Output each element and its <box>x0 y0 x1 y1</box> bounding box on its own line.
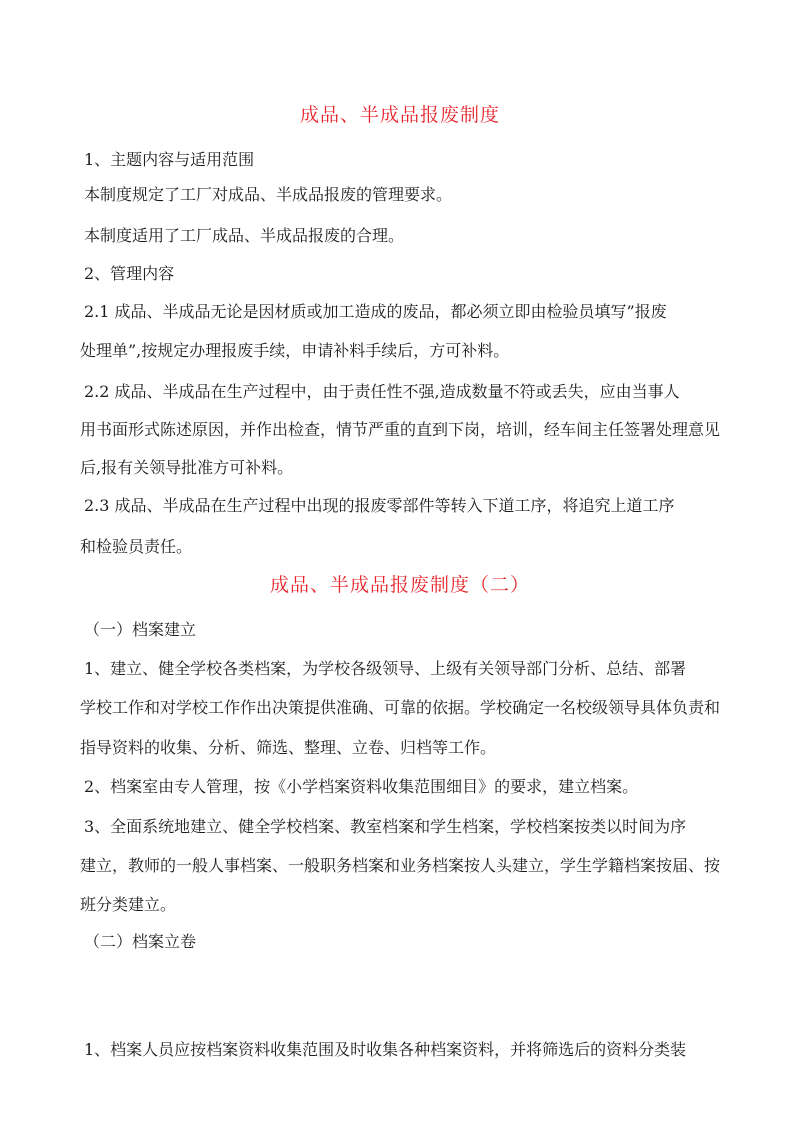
paragraph-line: 建立，教师的一般人事档案、一般职务档案和业务档案按人头建立，学生学籍档案按届、按 <box>80 856 721 875</box>
paragraph-line: 3、全面系统地建立、健全学校档案、教室档案和学生档案，学校档案按类以时间为序 <box>84 817 687 836</box>
section-heading: 2、管理内容 <box>84 264 175 283</box>
paragraph-line: 班分类建立。 <box>80 895 177 914</box>
section-heading: 1、主题内容与适用范围 <box>84 150 255 169</box>
paragraph-line: 2.3 成品、半成品在生产过程中出现的报废零部件等转入下道工序，将追究上道工序 <box>84 496 675 515</box>
paragraph-line: 2.1 成品、半成品无论是因材质或加工造成的废品，都必须立即由检验员填写”报废 <box>84 302 667 321</box>
paragraph-line: 1、建立、健全学校各类档案，为学校各级领导、上级有关领导部门分析、总结、部署 <box>84 659 687 678</box>
paragraph-line: 后,报有关领导批准方可补料。 <box>80 458 294 477</box>
document-title: 成品、半成品报废制度（二） <box>269 574 530 596</box>
document-title: 成品、半成品报废制度 <box>299 104 500 126</box>
section-heading: （一）档案建立 <box>84 620 197 639</box>
paragraph-line: 本制度规定了工厂对成品、半成品报废的管理要求。 <box>84 185 453 204</box>
paragraph-line: 用书面形式陈述原因，并作出检查，情节严重的直到下岗，培训，经车间主任签署处理意见 <box>80 420 721 439</box>
paragraph-line: 1、档案人员应按档案资料收集范围及时收集各种档案资料，并将筛选后的资料分类装 <box>84 1040 687 1059</box>
paragraph-line: 处理单”,按规定办理报废手续，申请补料手续后，方可补料。 <box>80 341 510 360</box>
paragraph-line: 本制度适用了工厂成品、半成品报废的合理。 <box>84 226 405 245</box>
paragraph-line: 指导资料的收集、分析、筛选、整理、立卷、归档等工作。 <box>80 738 497 757</box>
paragraph-line: 2.2 成品、半成品在生产过程中，由于责任性不强,造成数量不符或丢失，应由当事人 <box>84 382 680 401</box>
paragraph-line: 2、档案室由专人管理，按《小学档案资料收集范围细目》的要求，建立档案。 <box>84 777 639 796</box>
paragraph-line: 和检验员责任。 <box>80 537 193 556</box>
section-heading: （二）档案立卷 <box>84 932 197 951</box>
paragraph-line: 学校工作和对学校工作作出决策提供准确、可靠的依据。学校确定一名校级领导具体负责和 <box>80 698 721 717</box>
